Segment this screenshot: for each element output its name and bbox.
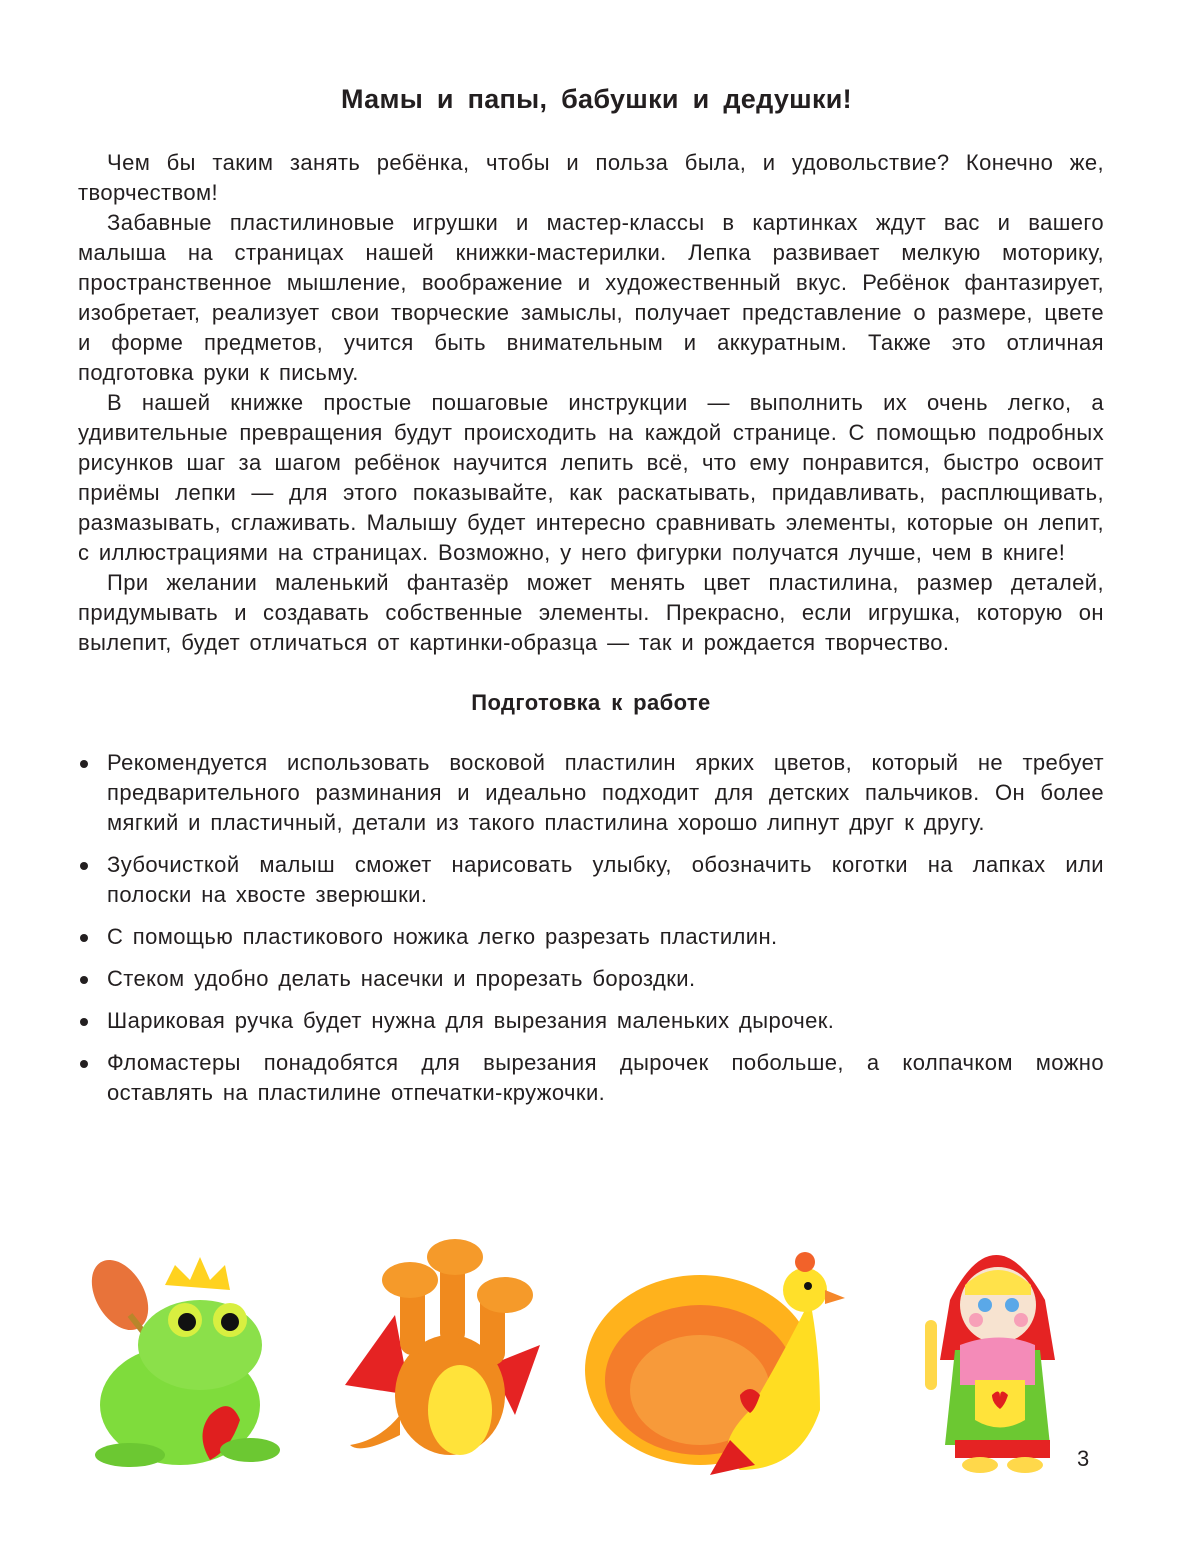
page-number: 3 xyxy=(1077,1446,1090,1471)
tips-list xyxy=(78,748,1104,1108)
list-item-text: Рекомендуется использовать восковой пластилин ярких цветов, который не требует предварительного разминания и идеально подходит для детских пальчиков. Он более мягкий и пластичный, детали из такого пластилина хорошо липнут друг к другу. xyxy=(107,750,1104,835)
list-item-text: С помощью пластикового ножика легко разрезать пластилин. xyxy=(107,924,778,949)
frog-prince-illustration xyxy=(80,1245,290,1475)
bullet-icon xyxy=(80,862,88,870)
list-item-text: Стеком удобно делать насечки и прорезать бороздки. xyxy=(107,966,696,991)
bullet-icon xyxy=(80,1060,88,1068)
list-item xyxy=(78,1048,1104,1108)
bullet-icon xyxy=(80,1018,88,1026)
list-item xyxy=(78,850,1104,910)
intro-paragraph: Забавные пластилиновые игрушки и мастер-классы в картинках ждут вас и вашего малыша на страницах нашей книжки-мастерилки. Лепка развивает мелкую моторику, пространственное мышление, воображение и художественный вкус. Ребёнок фантазирует, изобретает, реализует свои творческие замыслы, получает представление о размере, цвете и форме предметов, учится быть внимательным и аккуратным. Также это отличная подготовка руки к письму. xyxy=(78,210,1104,385)
page-title: Мамы и папы, бабушки и дедушки! xyxy=(341,84,852,114)
dragon-illustration xyxy=(340,1235,550,1475)
intro-paragraph: В нашей книжке простые пошаговые инструкции — выполнить их очень легко, а удивительные превращения будут происходить на каждой странице. С помощью подробных рисунков шаг за шагом ребёнок научится лепить всё, что ему понравится, быстро освоит приёмы лепки — для этого показывайте, как раскатывать, придавливать, расплющивать, размазывать, сглаживать. Малышу будет интересно сравнивать элементы, которые он лепит, с иллюстрациями на страницах. Возможно, у него фигурки получатся лучше, чем в книге! xyxy=(78,390,1104,565)
intro-paragraph: При желании маленький фантазёр может менять цвет пластилина, размер деталей, придумывать и создавать собственные элементы. Прекрасно, если игрушка, которую он вылепит, будет отличаться от картинки-образца — так и рождается творчество. xyxy=(78,570,1104,655)
firebird-illustration xyxy=(580,1240,870,1475)
bullet-icon xyxy=(80,976,88,984)
page-body xyxy=(78,148,1104,1120)
list-item xyxy=(78,922,1104,952)
section-heading: Подготовка к работе xyxy=(471,690,711,715)
list-item xyxy=(78,964,1104,994)
illustrations xyxy=(70,1230,1090,1480)
list-item xyxy=(78,1006,1104,1036)
list-item xyxy=(78,748,1104,838)
list-item-text: Шариковая ручка будет нужна для вырезания маленьких дырочек. xyxy=(107,1008,835,1033)
list-item-text: Зубочисткой малыш сможет нарисовать улыбку, обозначить коготки на лапках или полоски на хвосте зверюшки. xyxy=(107,852,1104,907)
bullet-icon xyxy=(80,934,88,942)
intro-paragraph: Чем бы таким занять ребёнка, чтобы и польза была, и удовольствие? Конечно же, творчеством! xyxy=(78,150,1104,205)
list-item-text: Фломастеры понадобятся для вырезания дырочек побольше, а колпачком можно оставлять на пластилине отпечатки-кружочки. xyxy=(107,1050,1104,1105)
bullet-icon xyxy=(80,760,88,768)
doll-illustration xyxy=(910,1230,1080,1475)
